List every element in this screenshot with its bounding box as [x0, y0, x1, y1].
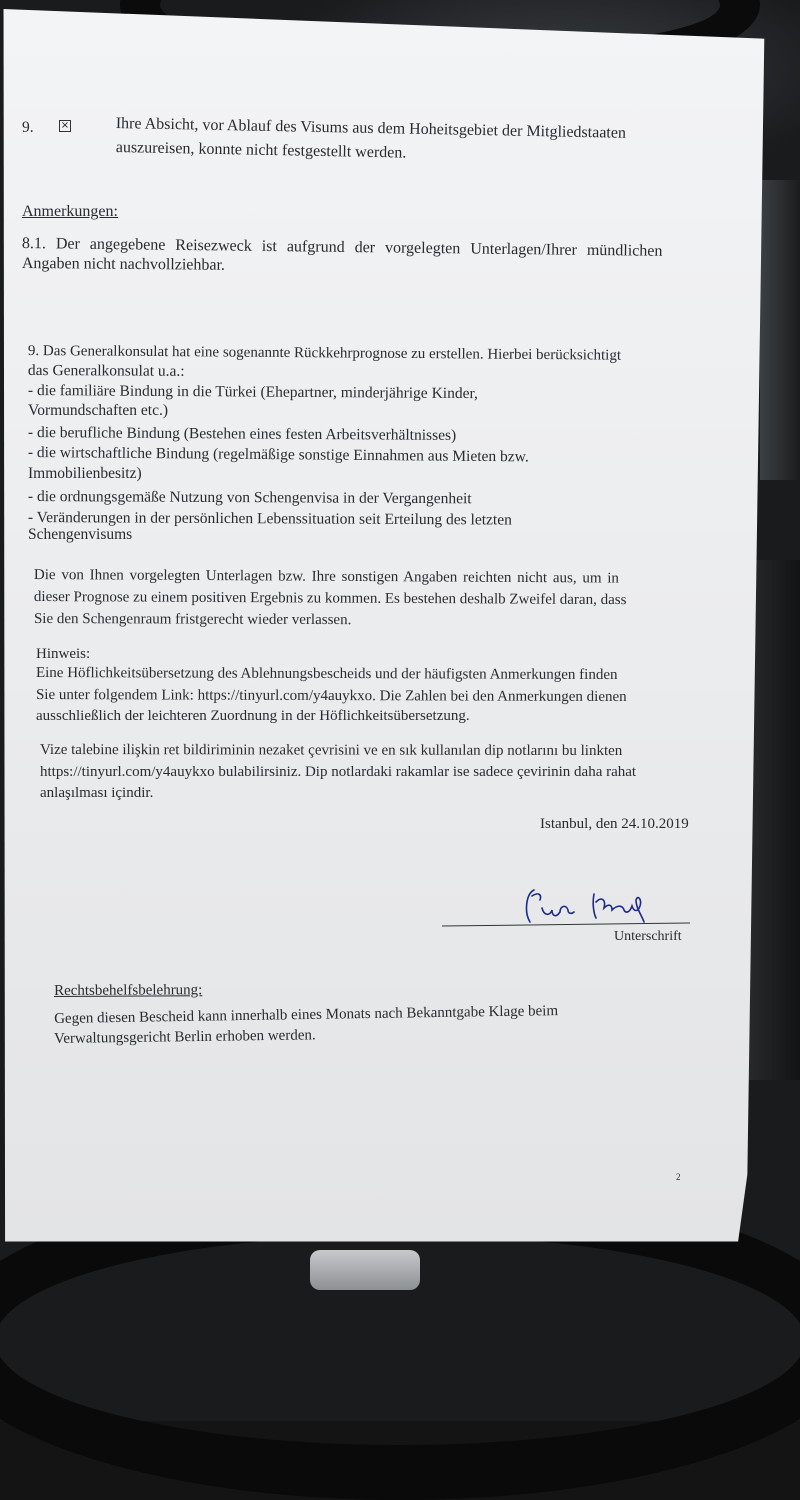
- checked-box-icon: ×: [60, 120, 70, 131]
- item9-text-line2: auszureisen, konnte nicht festgestellt werden.: [115, 138, 407, 162]
- remark-9-line: - Veränderungen in der persönlichen Lebenssituation seit Erteilung des letzten: [27, 509, 512, 529]
- remark-9-line: Schengenvisums: [28, 526, 133, 543]
- hint-heading: Hinweis:: [36, 646, 91, 662]
- conclusion-line: dieser Prognose zu einem positiven Ergebnis zu kommen. Es bestehen deshalb Zweifel daran, dass: [33, 589, 627, 609]
- hint-line: Sie unter folgendem Link: https://tinyurl.com/y4auykxo. Die Zahlen bei den Anmerkungen dienen: [35, 687, 627, 706]
- legal-line: Gegen diesen Bescheid kann innerhalb eines Monats nach Bekanntgabe Klage beim: [54, 1003, 559, 1027]
- hint-line: Eine Höflichkeitsübersetzung des Ablehnungsbescheids und der häufigsten Anmerkungen finden: [35, 665, 618, 684]
- remark-9-line: - die berufliche Bindung (Bestehen eines festen Arbeitsverhältnisses): [27, 423, 457, 444]
- car-interior-panel: [760, 180, 800, 480]
- place-date: Istanbul, den 24.10.2019: [540, 816, 689, 832]
- remark-9-line: - die ordnungsgemäße Nutzung von Schengenvisa in der Vergangenheit: [27, 488, 472, 508]
- hint-line: ausschließlich der leichteren Zuordnung in der Höflichkeitsübersetzung.: [36, 708, 470, 724]
- remark-9-line: Immobilienbesitz): [28, 465, 142, 482]
- turkish-line: Vize talebine ilişkin ret bildiriminin nezaket çevrisini ve en sık kullanılan dip notlarını bu linkten: [39, 742, 623, 760]
- remark-9-line: Vormundschaften etc.): [28, 402, 169, 419]
- item9-text-line1: Ihre Absicht, vor Ablauf des Visums aus dem Hoheitsgebiet der Mitgliedstaaten: [115, 114, 627, 142]
- legal-line: Verwaltungsgericht Berlin erhoben werden.: [54, 1027, 316, 1047]
- turkish-line: anlaşılması içindir.: [40, 785, 154, 801]
- conclusion-line: Die von Ihnen vorgelegten Unterlagen bzw. Ihre sonstigen Angaben reichten nicht aus, um in: [33, 567, 619, 587]
- steering-wheel-emblem: [310, 1250, 420, 1290]
- page-number: 2: [676, 1172, 681, 1182]
- item-number: 9.: [22, 119, 34, 136]
- legal-heading: Rechtsbehelfsbelehrung:: [54, 982, 203, 999]
- signature-label: Unterschrift: [614, 929, 682, 944]
- conclusion-line: Sie den Schengenraum fristgerecht wieder verlassen.: [33, 611, 352, 629]
- remark-9-line: - die familiäre Bindung in die Türkei (Ehepartner, minderjährige Kinder,: [27, 381, 478, 403]
- remarks-heading: Anmerkungen:: [22, 203, 118, 220]
- remark-9-line: 9. Das Generalkonsulat hat eine sogenannte Rückkehrprognose zu erstellen. Hierbei berücksichtigt: [27, 342, 622, 364]
- turkish-line: https://tinyurl.com/y4auykxo bulabilirsiniz. Dip notlardaki rakamlar ise sadece çevirinin daha rahat: [40, 764, 637, 780]
- remark-9-line: das Generalkonsulat u.a.:: [27, 362, 185, 380]
- remark-8-1-line2: Angaben nicht nachvollziehbar.: [21, 254, 226, 274]
- remark-8-1-line1: 8.1. Der angegebene Reisezweck ist aufgrund der vorgelegten Unterlagen/Ihrer mündlichen: [21, 234, 663, 260]
- remark-9-line: - die wirtschaftliche Bindung (regelmäßige sonstige Einnahmen aus Mieten bzw.: [27, 443, 529, 466]
